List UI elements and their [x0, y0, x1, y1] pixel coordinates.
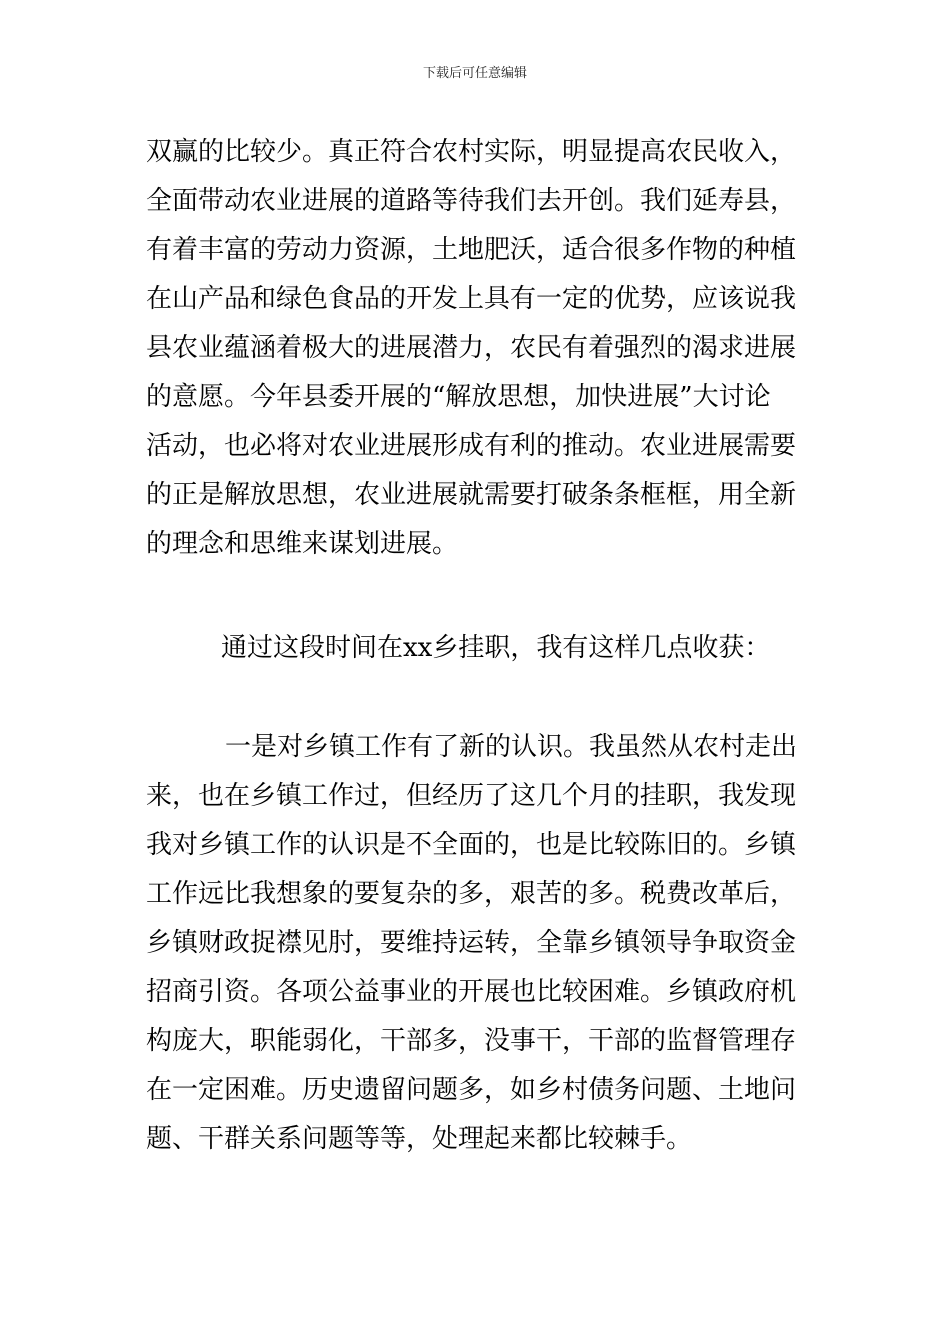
- paragraph-line: 通过这段时间在xx乡挂职，我有这样几点收获：: [221, 633, 771, 663]
- paragraph-line: 在一定困难。历史遗留问题多，如乡村债务问题、土地问: [146, 1075, 797, 1105]
- paragraph-line: 一是对乡镇工作有了新的认识。我虽然从农村走出: [225, 732, 798, 762]
- paragraph-line: 的意愿。今年县委开展的“解放思想，加快进展”大讨论: [146, 382, 771, 412]
- paragraph-line: 全面带动农业进展的道路等待我们去开创。我们延寿县，: [146, 186, 797, 216]
- paragraph-line: 构庞大，职能弱化，干部多，没事干，干部的监督管理存: [146, 1026, 797, 1056]
- paragraph-line: 县农业蕴涵着极大的进展潜力，农民有着强烈的渴求进展: [146, 333, 797, 363]
- paragraph-line: 乡镇财政捉襟见肘，要维持运转，全靠乡镇领导争取资金: [146, 928, 797, 958]
- page-header: 下载后可任意编辑: [422, 66, 527, 81]
- paragraph-line: 双赢的比较少。真正符合农村实际，明显提高农民收入，: [146, 137, 797, 167]
- paragraph-line: 在山产品和绿色食品的开发上具有一定的优势，应该说我: [146, 284, 797, 314]
- paragraph-line: 题、干群关系问题等等，处理起来都比较棘手。: [146, 1124, 693, 1154]
- paragraph-line: 工作远比我想象的要复杂的多，艰苦的多。税费改革后，: [146, 879, 797, 909]
- paragraph-line: 活动，也必将对农业进展形成有利的推动。农业进展需要: [146, 431, 797, 461]
- paragraph-line: 有着丰富的劳动力资源，土地肥沃，适合很多作物的种植: [146, 235, 797, 265]
- paragraph-line: 我对乡镇工作的认识是不全面的，也是比较陈旧的。乡镇: [146, 830, 797, 860]
- paragraph-line: 来，也在乡镇工作过，但经历了这几个月的挂职，我发现: [146, 781, 797, 811]
- paragraph-line: 的理念和思维来谋划进展。: [146, 529, 459, 559]
- paragraph-line: 招商引资。各项公益事业的开展也比较困难。乡镇政府机: [146, 977, 797, 1007]
- paragraph-line: 的正是解放思想，农业进展就需要打破条条框框，用全新: [146, 480, 797, 510]
